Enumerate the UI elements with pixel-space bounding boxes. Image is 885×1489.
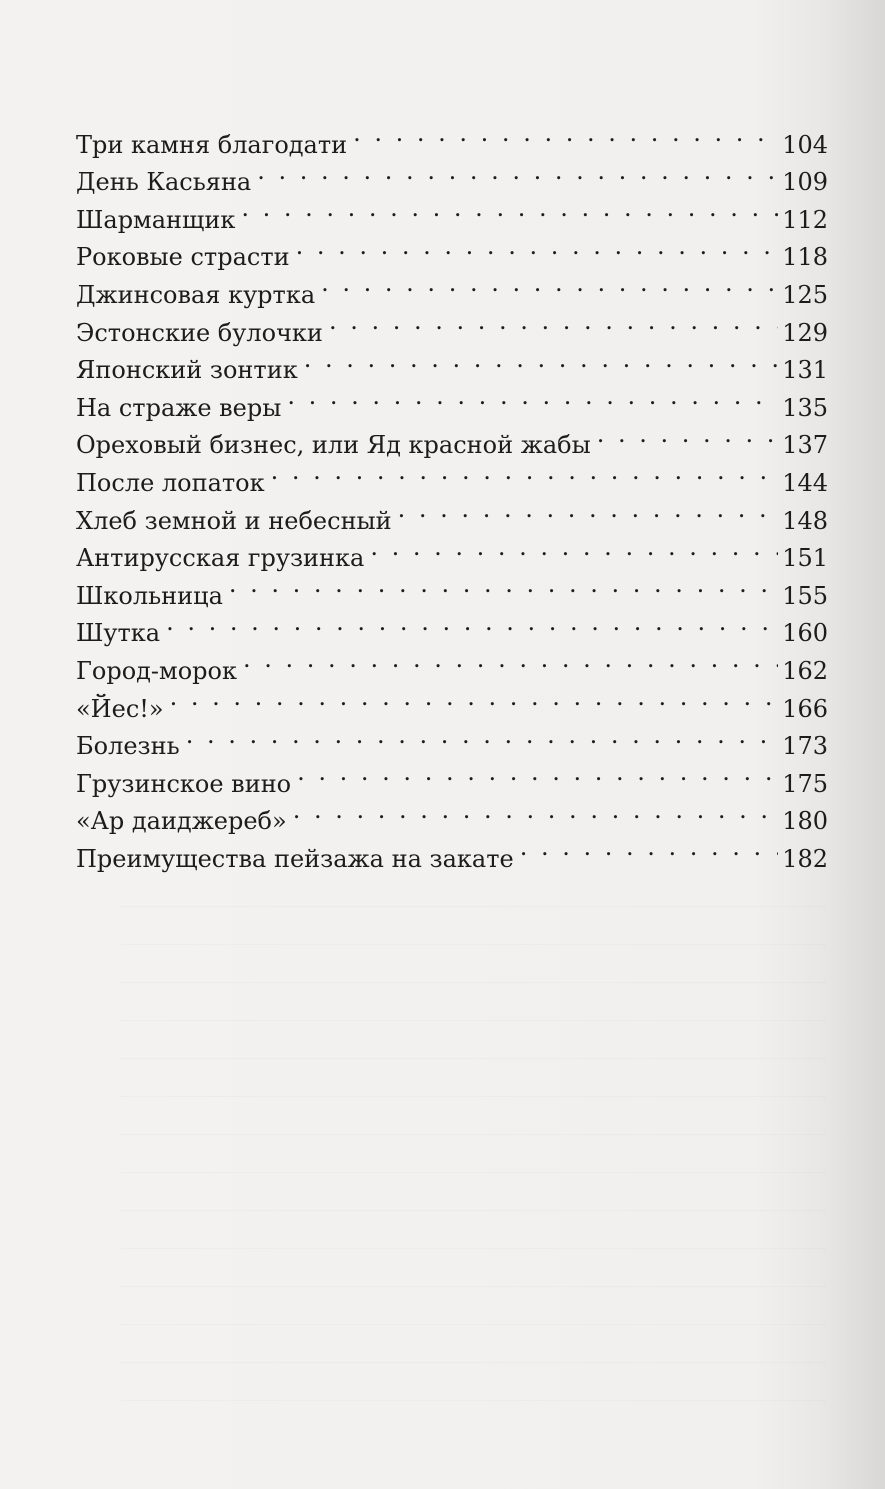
toc-entry-page-number: 112 (782, 205, 828, 234)
toc-entry-page-number: 109 (782, 168, 828, 197)
toc-entry-page-number: 135 (782, 393, 828, 422)
toc-entry-title: Грузинское вино (76, 769, 292, 798)
dot-leader (353, 115, 778, 153)
toc-entry (76, 115, 828, 159)
toc-entry (76, 754, 828, 798)
dot-leader (229, 566, 778, 604)
toc-entry (76, 604, 828, 648)
dot-leader (287, 378, 778, 416)
toc-entry-title: Эстонские булочки (76, 318, 323, 347)
dot-leader (271, 453, 779, 491)
toc-entry-title: Роковые страсти (76, 243, 290, 272)
toc-entry-title: Хлеб земной и небесный (76, 506, 392, 535)
toc-entry-page-number: 180 (782, 807, 828, 836)
dot-leader (597, 416, 779, 454)
dot-leader (297, 754, 778, 792)
dot-leader (398, 491, 779, 529)
toc-entry-page-number: 160 (782, 619, 828, 648)
toc-entry-page-number: 175 (782, 769, 828, 798)
toc-entry-title: Шутка (76, 619, 161, 648)
toc-entry-page-number: 137 (782, 431, 828, 460)
toc-entry-page-number: 129 (782, 318, 828, 347)
toc-entry-title: День Касьяна (76, 168, 252, 197)
dot-leader (296, 228, 779, 266)
toc-entry-title: Город-морок (76, 656, 237, 685)
toc-entry-title: Болезнь (76, 732, 180, 761)
toc-entry-title: На страже веры (76, 393, 282, 422)
toc-entry-title: Джинсовая куртка (76, 280, 316, 309)
toc-entry-title: Японский зонтик (76, 356, 298, 385)
dot-leader (257, 153, 778, 191)
dot-leader (293, 792, 778, 830)
toc-entry-page-number: 125 (782, 280, 828, 309)
toc-entry-title: Школьница (76, 581, 223, 610)
toc-entry-page-number: 173 (782, 732, 828, 761)
dot-leader (329, 303, 778, 341)
toc-entry-page-number: 155 (782, 581, 828, 610)
toc-entry-page-number: 104 (782, 130, 828, 159)
toc-entry (76, 641, 828, 685)
toc-entry-title: После лопаток (76, 468, 265, 497)
toc-entry-page-number: 182 (782, 844, 828, 873)
toc-entry-title: Три камня благодати (76, 130, 348, 159)
toc-entry-title: Антирусская грузинка (76, 544, 365, 573)
toc-entry-page-number: 131 (782, 356, 828, 385)
toc-entry-page-number: 148 (782, 506, 828, 535)
toc-entry (76, 717, 828, 761)
toc-entry-page-number: 151 (782, 544, 828, 573)
dot-leader (370, 529, 778, 567)
toc-entry-title: Шарманщик (76, 205, 236, 234)
toc-entry-title: Ореховый бизнес, или Яд красной жабы (76, 431, 591, 460)
table-of-contents (76, 115, 828, 873)
dot-leader (520, 829, 778, 867)
toc-entry-title: «Ар даиджереб» (76, 807, 287, 836)
toc-entry-title: «Йес!» (76, 694, 164, 723)
dot-leader (321, 265, 778, 303)
dot-leader (241, 190, 778, 228)
toc-entry-title: Преимущества пейзажа на закате (76, 844, 514, 873)
dot-leader (243, 641, 778, 679)
toc-entry (76, 679, 828, 723)
toc-entry-page-number: 162 (782, 656, 828, 685)
dot-leader (304, 341, 778, 379)
toc-entry-page-number: 166 (782, 694, 828, 723)
toc-entry-page-number: 118 (782, 243, 828, 272)
toc-entry-page-number: 144 (782, 468, 828, 497)
dot-leader (166, 604, 778, 642)
dot-leader (186, 717, 779, 755)
dot-leader (170, 679, 779, 717)
